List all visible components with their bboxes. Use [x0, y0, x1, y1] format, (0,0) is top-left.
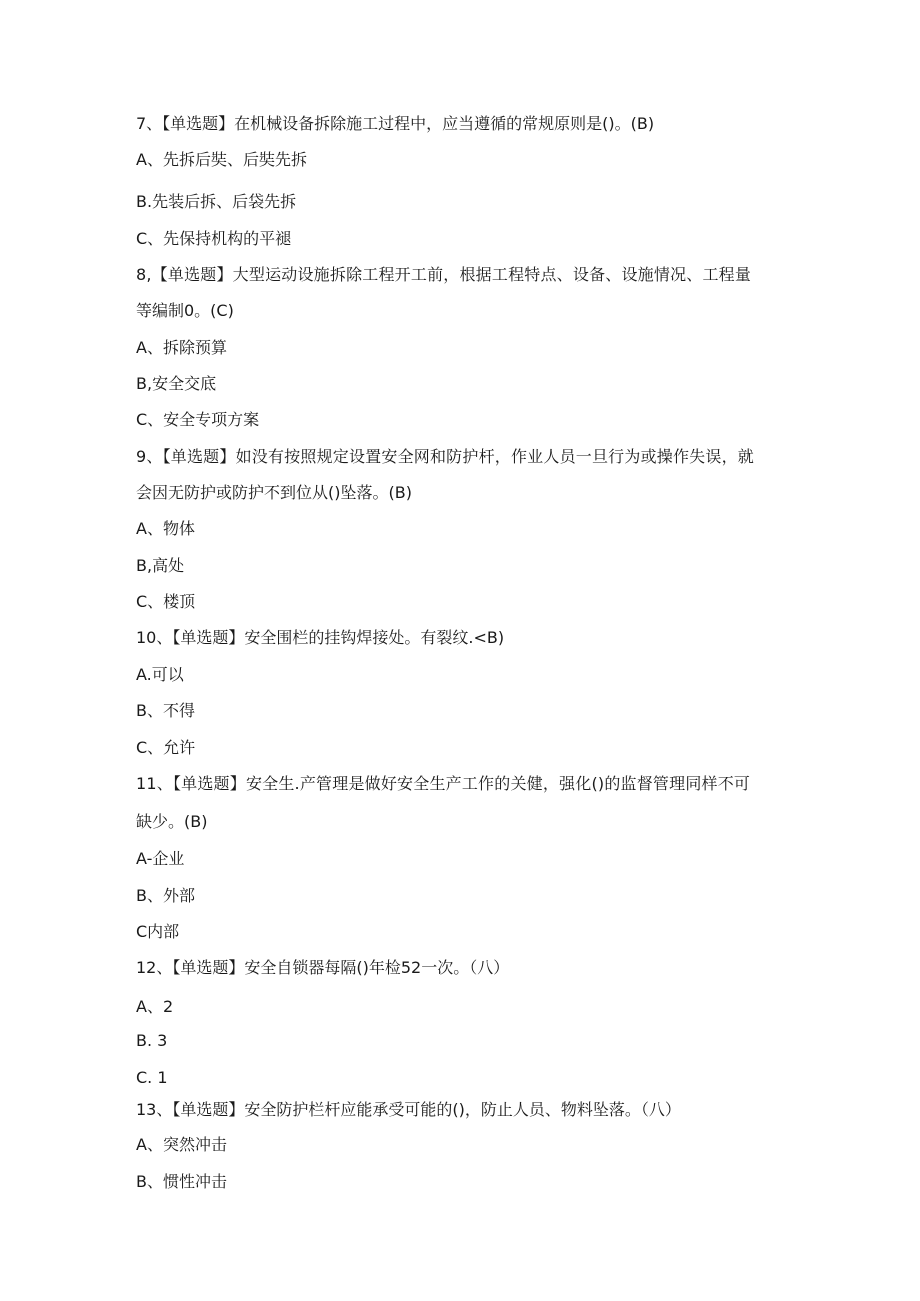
question-9-option-b: B,高处 — [136, 556, 185, 575]
question-7-option-b: B.先装后拆、后袋先拆 — [136, 192, 297, 211]
question-7-option-a: A、先拆后奘、后奘先拆 — [136, 150, 307, 169]
question-9-option-c: C、楼顶 — [136, 592, 196, 611]
question-10-option-c: C、允许 — [136, 738, 196, 757]
question-11-option-b: B、外部 — [136, 886, 195, 905]
question-8-stem-line-2: 等编制0。(C) — [136, 301, 234, 320]
question-8-option-c: C、安全专项方案 — [136, 410, 260, 429]
question-12-option-c: C. 1 — [136, 1068, 168, 1087]
question-12-option-a: A、2 — [136, 997, 174, 1016]
question-13-option-a: A、突然冲击 — [136, 1135, 227, 1154]
question-10-stem: 10、【单选题】安全围栏的挂钩焊接处。有裂纹.<B) — [136, 628, 505, 647]
question-12-option-b: B. 3 — [136, 1031, 168, 1050]
question-8-option-b: B,安全交底 — [136, 374, 217, 393]
question-12-stem: 12、【单选题】安全自锁器每隔()年检52一次。（八） — [136, 958, 510, 977]
question-8-option-a: A、拆除预算 — [136, 338, 227, 357]
question-9-stem-line-2: 会因无防护或防护不到位从()坠落。(B) — [136, 483, 412, 502]
question-8-stem-line-1: 8,【单选题】大型运动设施拆除工程开工前，根据工程特点、设备、设施情况、工程量 — [136, 265, 752, 284]
question-9-option-a: A、物体 — [136, 519, 195, 538]
question-11-stem-line-1: 11、【单选题】安全生.产管理是做好安全生产工作的关健，强化()的监督管理同样不可 — [136, 774, 751, 793]
question-11-option-c: C内部 — [136, 922, 180, 941]
question-10-option-a: A.可以 — [136, 665, 184, 684]
question-13-stem: 13、【单选题】安全防护栏杆应能承受可能的()，防止人员、物料坠落。（八） — [136, 1100, 681, 1119]
question-7-stem: 7、【单选题】在机械设备拆除施工过程中，应当遵循的常规原则是()。(B) — [136, 114, 655, 133]
question-10-option-b: B、不得 — [136, 701, 195, 720]
question-9-stem-line-1: 9、【单选题】如没有按照规定设置安全网和防护杆，作业人员一旦行为或操作失误，就 — [136, 447, 754, 466]
question-13-option-b: B、惯性冲击 — [136, 1172, 227, 1191]
question-7-option-c: C、先保持机构的平褪 — [136, 229, 292, 248]
question-11-option-a: A-企业 — [136, 849, 185, 868]
question-11-stem-line-2: 缺少。(B) — [136, 812, 208, 831]
